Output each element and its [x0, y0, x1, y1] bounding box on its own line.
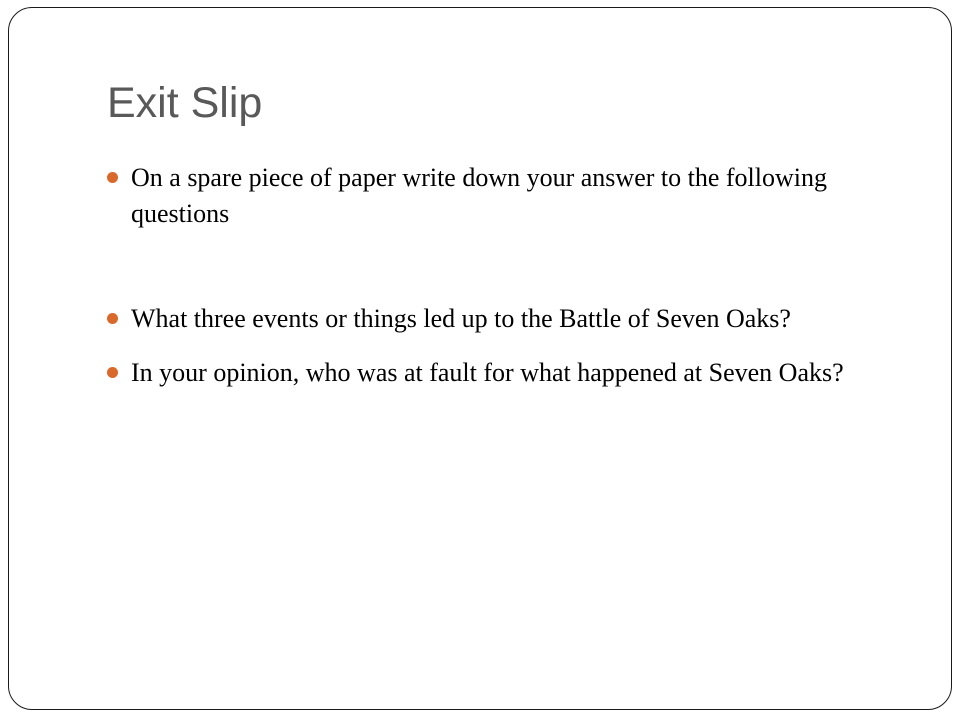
bullet-item: [104, 301, 904, 337]
slide-title: Exit Slip: [107, 79, 263, 127]
bullet-icon: [107, 313, 118, 324]
bullet-item: [104, 160, 904, 232]
bullet-text: On a spare piece of paper write down your answer to the following questions: [131, 163, 827, 228]
bullet-item: [104, 355, 904, 391]
bullet-text: What three events or things led up to the Battle of Seven Oaks?: [131, 304, 791, 333]
bullet-text: In your opinion, who was at fault for what happened at Seven Oaks?: [131, 358, 844, 387]
bullet-icon: [107, 172, 118, 183]
bullet-icon: [107, 367, 118, 378]
bullet-list: [104, 160, 904, 391]
